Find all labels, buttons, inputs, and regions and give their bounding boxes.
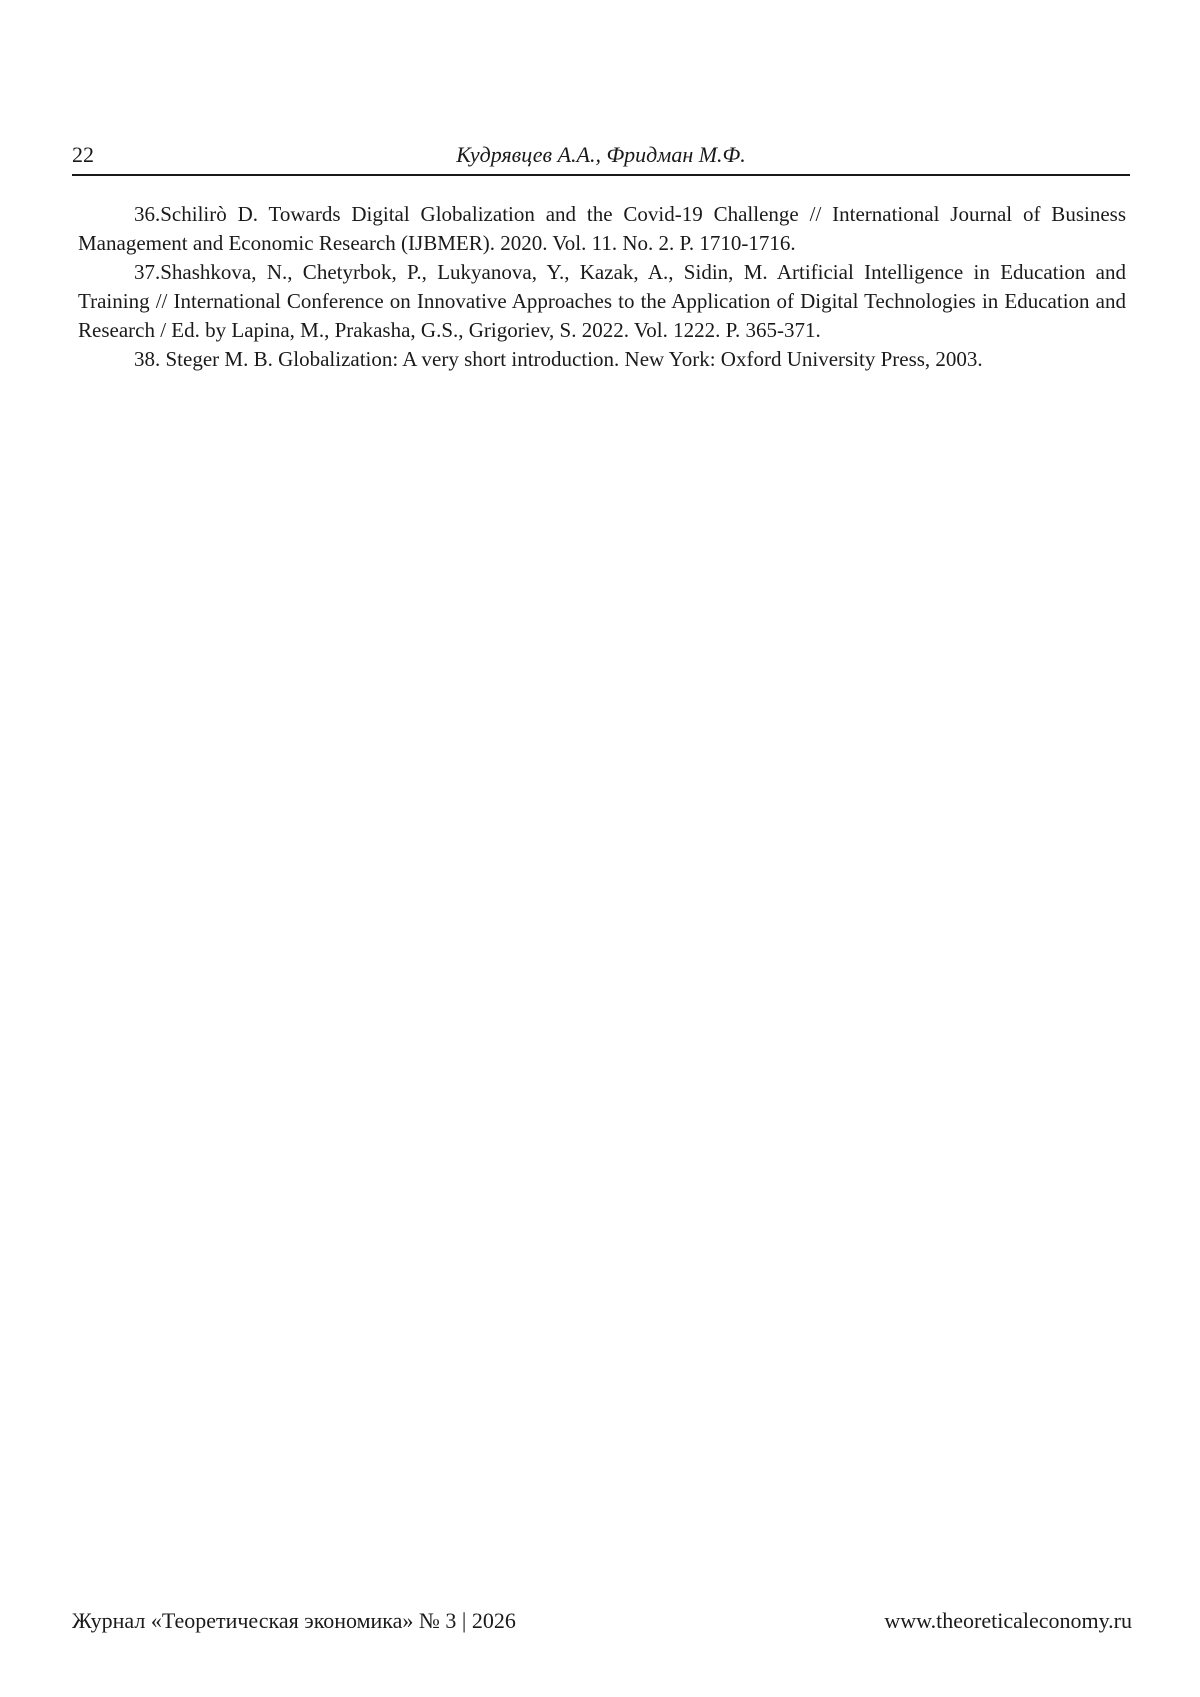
journal-issue: Журнал «Теоретическая экономика» № 3 | 2026: [72, 1608, 516, 1633]
reference-item: 36.Schilirò D. Towards Digital Globalization and the Covid-19 Challenge // International Journal of Business Management and Economic Research (IJBMER). 2020. Vol. 11. No. 2. P. 1710-1716.: [78, 202, 1126, 255]
page-footer: [72, 1608, 1132, 1638]
page-header: [72, 140, 1130, 176]
page-number: 22: [72, 142, 94, 167]
journal-website: www.theoreticaleconomy.ru: [884, 1608, 1132, 1633]
reference-item: 37.Shashkova, N., Chetyrbok, P., Lukyanova, Y., Kazak, A., Sidin, M. Artificial Intelligence in Education and Training // International Conference on Innovative Approaches to the Application of Digital Technologies in Education and Research / Ed. by Lapina, M., Prakasha, G.S., Grigoriev, S. 2022. Vol. 1222. P. 365-371.: [78, 260, 1126, 342]
reference-list: [78, 200, 1126, 374]
running-head-authors: Кудрявцев А.А., Фридман М.Ф.: [456, 142, 746, 167]
reference-item: 38. Steger M. B. Globalization: A very short introduction. New York: Oxford University Press, 2003.: [134, 347, 983, 371]
